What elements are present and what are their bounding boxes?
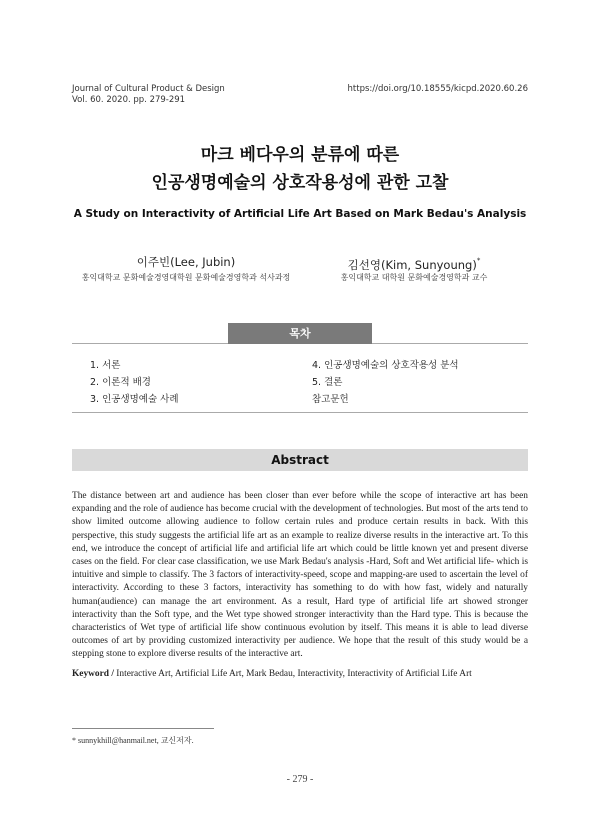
korean-title-line1: 마크 베다우의 분류에 따른	[200, 145, 400, 165]
author-2	[300, 254, 528, 273]
footnote-divider	[72, 728, 214, 729]
keyword-list: Interactive Art, Artificial Life Art, Mark Bedau, Interactivity, Interactivity of Artificial Life Art	[113, 669, 472, 679]
toc-item: 2. 이론적 배경	[90, 377, 151, 388]
keywords	[72, 669, 528, 679]
corresponding-marker: *	[476, 256, 481, 265]
abstract-body: The distance between art and audience has been closer than ever before while the scope of interactive art has been expanding and the role of audience has become crucial with the development of technologies. But most of the arts tend to show limited outcome allowing audience to follow certain rules and produce certain results in back. With this perspective, this study suggests the artificial life art as an example to realize diverse results in the interactive art. To this end, we introduce the concept of artificial life and artificial life art which could be little known yet and present diverse cases on the field. For clear case classification, we use Mark Bedau's analysis -Hard, Soft and Wet artificial life- which is intuitive and simple to classify. The 3 factors of interactivity-speed, scope and mapping-are used to ascertain the level of interactivity. According to these 3 factors, interactivity has something to do with how fast, widely and naturally human(audience) can manage the art environment. As a result, Hard type of artificial life art showed stronger interactivity than the Soft type, and the Wet type showed stronger interactivity than the Hard type. This is because the characteristics of Wet type of artificial life show continuous evolution by itself. This means it is able to lead diverse outcomes of art by providing customized interactivity per audience. We hope that the result of this study would be a stepping stone to explore diverse results of the interactive art.	[72, 491, 528, 660]
author-1-name: 이주빈(Lee, Jubin)	[136, 255, 236, 269]
korean-title-line2: 인공생명예술의 상호작용성에 관한 고찰	[151, 173, 449, 193]
doi-link[interactable]: https://doi.org/10.18555/kicpd.2020.60.26	[347, 84, 528, 94]
toc-heading: 목차	[228, 323, 372, 344]
journal-info	[72, 84, 225, 106]
journal-volume: Vol. 60. 2020. pp. 279-291	[72, 95, 186, 105]
toc-item: 3. 인공생명예술 사례	[90, 394, 179, 405]
abstract-heading: Abstract	[72, 449, 528, 471]
toc-item: 4. 인공생명예술의 상호작용성 분석	[312, 360, 459, 371]
english-title: A Study on Interactivity of Artificial Life Art Based on Mark Bedau's Analysis	[73, 208, 527, 220]
footnote: * sunnykhill@hanmail.net, 교신저자.	[72, 736, 194, 745]
toc-item: 1. 서론	[90, 360, 121, 371]
journal-name: Journal of Cultural Product & Design	[72, 84, 225, 94]
author-2-affiliation: 홍익대학교 대학원 문화예술경영학과 교수	[340, 273, 488, 282]
author-2-name: 김선영(Kim, Sunyoung)	[347, 258, 477, 272]
page-number: - 279 -	[286, 774, 314, 785]
keyword-label: Keyword /	[72, 669, 114, 679]
author-1	[72, 254, 300, 270]
toc-item: 5. 결론	[312, 377, 343, 388]
toc-item: 참고문헌	[312, 394, 349, 405]
author-1-affiliation: 홍익대학교 문화예술경영대학원 문화예술경영학과 석사과정	[81, 273, 291, 282]
